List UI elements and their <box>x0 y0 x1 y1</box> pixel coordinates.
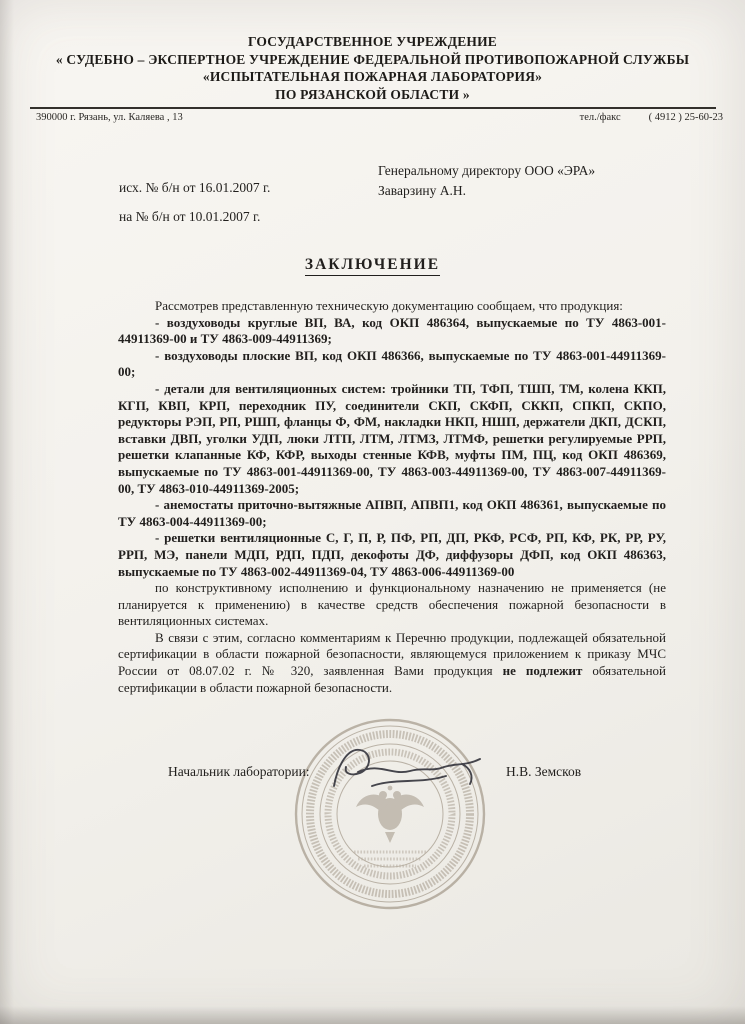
handwritten-signature <box>320 738 490 808</box>
correspondence-block <box>0 123 745 251</box>
org-name-line1: ГОСУДАРСТВЕННОЕ УЧРЕЖДЕНИЕ <box>247 34 498 49</box>
contact-row <box>0 109 745 123</box>
paragraph-intro: Рассмотрев представленную техническую документацию сообщаем, что продукция: <box>155 298 623 313</box>
paragraph-final <box>118 630 666 696</box>
recipient-line1: Генеральному директору ООО «ЭРА» <box>378 163 596 178</box>
title-row <box>0 256 745 276</box>
final-text-after: обязательной сертификации в области пожарной безопасности. <box>118 663 666 695</box>
signatory-name: Н.В. Земсков <box>506 764 582 779</box>
signature-block <box>120 764 665 834</box>
phone-number: ( 4912 ) 25-60-23 <box>648 112 723 123</box>
paragraph-item-round-ducts: - воздуховоды круглые ВП, ВА, код ОКП 486364, выпускаемые по ТУ 4863-001-44911369-00 и ТУ 4863-009-44911369; <box>118 314 666 347</box>
final-text-emphasis: не подлежит <box>502 663 583 679</box>
phone-label: тел./факс <box>579 112 621 123</box>
outgoing-reference: исх. № б/н от 16.01.2007 г. <box>119 180 271 195</box>
paragraph-conclusion: по конструктивному исполнению и функциональному назначению не применяется (не планируется к применению) в качестве средств обеспечения пожарной безопасности в вентиляционных системах. <box>118 580 666 629</box>
org-name-line3: «ИСПЫТАТЕЛЬНАЯ ПОЖАРНАЯ ЛАБОРАТОРИЯ» <box>202 69 543 84</box>
letter-body <box>118 298 666 696</box>
recipient-block <box>378 161 595 200</box>
incoming-reference: на № б/н от 10.01.2007 г. <box>119 209 261 224</box>
org-name-line4: ПО РЯЗАНСКОЙ ОБЛАСТИ » <box>275 86 470 102</box>
org-phone-block <box>580 112 723 123</box>
org-address: 390000 г. Рязань, ул. Каляева , 13 <box>36 112 183 123</box>
document-title: ЗАКЛЮЧЕНИЕ <box>305 256 440 276</box>
paragraph-item-flat-ducts: - воздуховоды плоские ВП, код ОКП 486366, выпускаемые по ТУ 4863-001-44911369-00; <box>118 347 666 380</box>
final-text-before: В связи с этим, согласно комментариям к Перечню продукции, подлежащей обязательной сертификации в области пожарной безопасности, являющемуся приложением к приказу МЧС России от 08.07.02 г. № 320, заявленная Вами продукция <box>118 629 666 679</box>
paragraph-item-anemostats: - анемостаты приточно-вытяжные АПВП, АПВП1, код ОКП 486361, выпускаемые по ТУ 4863-004-44911369-00; <box>118 497 666 529</box>
org-name-line2: « СУДЕБНО – ЭКСПЕРТНОЕ УЧРЕЖДЕНИЕ ФЕДЕРАЛЬНОЙ ПРОТИВОПОЖАРНОЙ СЛУЖБЫ <box>55 51 690 67</box>
paragraph-item-vent-parts: - детали для вентиляционных систем: тройники ТП, ТФП, ТШП, ТМ, колена ККП, КГП, КВП, КРП, переходник ПУ, соединители СКП, СКФП, СККП, СПКП, СКПО, редукторы РЭП, РП, РШП, фланцы Ф, ФМ, накладки НКП, НШП, держатели ДКП, ДСКП, вставки ДВП, уголки УДП, люки ЛТП, ЛТМ, ЛТМЗ, ЛТМФ, решетки регулируемые РРП, решетки клапанные КФ, КФР, выходы стенные КФВ, муфты ПМ, ПЦ, код ОКП 486369, выпускаемые по ТУ 4863-001-44911369-00, ТУ 4863-003-44911369-00, ТУ 4863-007-44911369-00, ТУ 4863-010-44911369-2005; <box>118 380 666 496</box>
recipient-line2: Заварзину А.Н. <box>378 182 467 198</box>
paragraph-item-vent-grilles: - решетки вентиляционные С, Г, П, Р, ПФ, РП, ДП, РКФ, РСФ, РП, КФ, РК, РР, РУ, РРП, МЭ, панели МДП, РДП, ПДП, декофоты ДФ, диффузоры ДФП, код ОКП 486363, выпускаемые по ТУ 4863-002-44911369-04, ТУ 4863-006-44911369-00 <box>118 530 666 579</box>
signatory-title: Начальник лаборатории: <box>168 764 310 779</box>
letterhead <box>0 0 745 103</box>
